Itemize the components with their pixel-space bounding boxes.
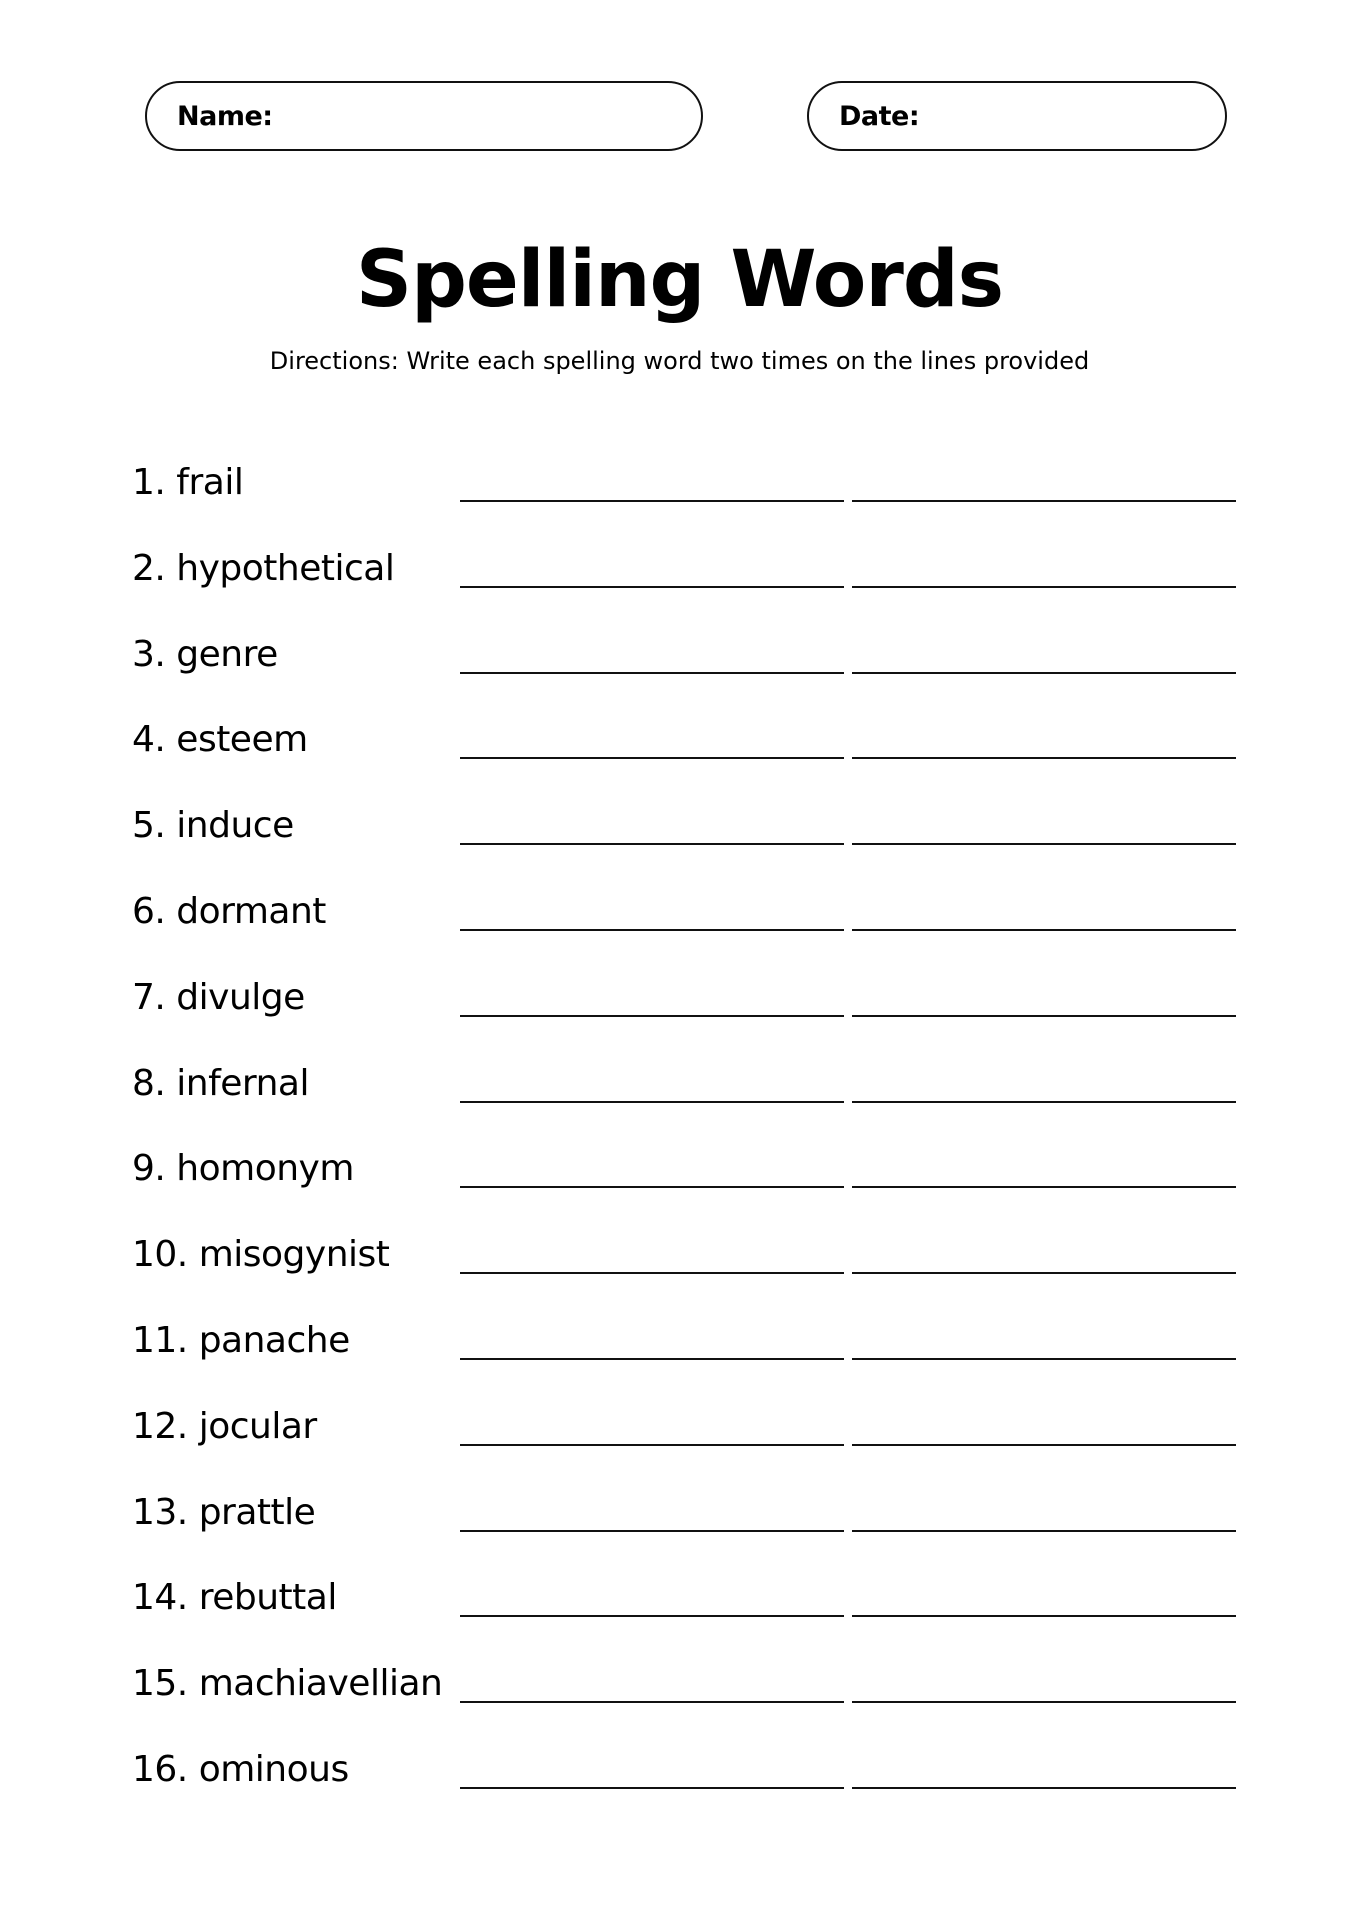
word-row [132,1222,1242,1308]
word-row [132,793,1242,879]
write-line-second[interactable] [852,1444,1236,1446]
word-label: 10. misogynist [132,1234,390,1276]
word-row [132,707,1242,793]
word-label: 3. genre [132,633,278,675]
word-label: 16. ominous [132,1748,349,1790]
write-line-first[interactable] [460,500,844,502]
write-line-first[interactable] [460,1787,844,1789]
word-label: 13. prattle [132,1491,316,1533]
word-label: 5. induce [132,805,294,847]
write-line-second[interactable] [852,843,1236,845]
write-line-first[interactable] [460,1530,844,1532]
name-label: Name: [177,100,273,132]
date-field[interactable] [807,81,1227,151]
word-row [132,1565,1242,1651]
write-line-second[interactable] [852,1787,1236,1789]
word-label: 15. machiavellian [132,1663,443,1705]
word-row [132,879,1242,965]
write-line-second[interactable] [852,672,1236,674]
write-line-first[interactable] [460,1272,844,1274]
word-row [132,1394,1242,1480]
word-row [132,450,1242,536]
write-line-second[interactable] [852,500,1236,502]
word-label: 7. divulge [132,976,305,1018]
write-line-second[interactable] [852,929,1236,931]
word-label: 4. esteem [132,719,308,761]
word-label: 2. hypothetical [132,547,395,589]
write-line-second[interactable] [852,1701,1236,1703]
directions-text: Directions: Write each spelling word two times on the lines provided [269,347,1090,375]
word-label: 9. homonym [132,1148,354,1190]
write-line-first[interactable] [460,672,844,674]
write-line-second[interactable] [852,1015,1236,1017]
word-row [132,536,1242,622]
write-line-first[interactable] [460,1101,844,1103]
word-row [132,965,1242,1051]
write-line-second[interactable] [852,1186,1236,1188]
word-row [132,1051,1242,1137]
word-row [132,1651,1242,1737]
write-line-second[interactable] [852,1272,1236,1274]
write-line-second[interactable] [852,1530,1236,1532]
write-line-first[interactable] [460,1615,844,1617]
write-line-second[interactable] [852,1358,1236,1360]
word-row [132,1737,1242,1823]
word-list [132,450,1242,1823]
write-line-first[interactable] [460,929,844,931]
page-title: Spelling Words [355,235,1004,325]
write-line-second[interactable] [852,757,1236,759]
write-line-first[interactable] [460,757,844,759]
write-line-first[interactable] [460,1701,844,1703]
word-row [132,1480,1242,1566]
write-line-first[interactable] [460,843,844,845]
write-line-second[interactable] [852,1615,1236,1617]
date-label: Date: [839,100,920,132]
write-line-first[interactable] [460,1186,844,1188]
word-label: 12. jocular [132,1405,317,1447]
write-line-first[interactable] [460,586,844,588]
word-label: 6. dormant [132,890,326,932]
write-line-first[interactable] [460,1015,844,1017]
word-row [132,1308,1242,1394]
word-label: 8. infernal [132,1062,309,1104]
word-label: 1. frail [132,462,244,503]
write-line-first[interactable] [460,1444,844,1446]
write-line-second[interactable] [852,1101,1236,1103]
word-label: 14. rebuttal [132,1577,337,1619]
word-row [132,622,1242,708]
name-field[interactable] [145,81,703,151]
write-line-second[interactable] [852,586,1236,588]
word-row [132,1136,1242,1222]
word-label: 11. panache [132,1319,350,1361]
write-line-first[interactable] [460,1358,844,1360]
